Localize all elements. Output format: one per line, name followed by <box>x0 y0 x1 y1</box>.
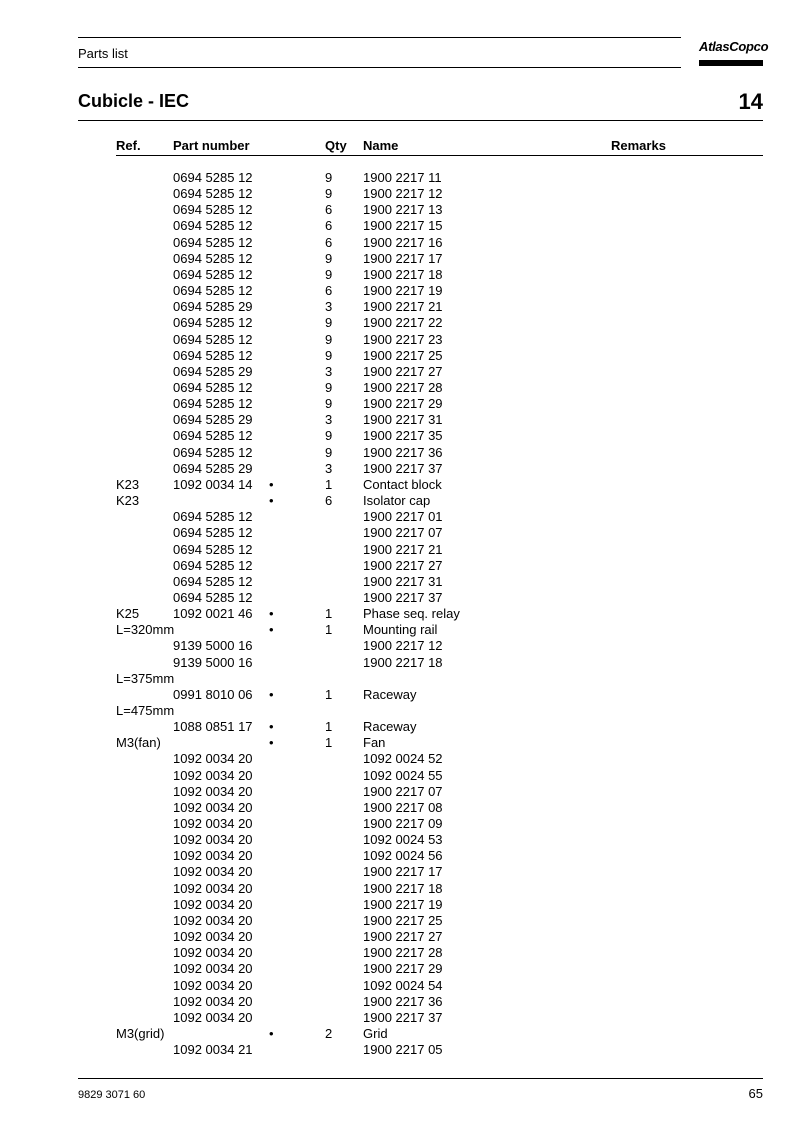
part-number-cell: 1092 0034 20 <box>173 799 253 815</box>
part-number-cell: 0694 5285 29 <box>173 412 253 428</box>
part-number-cell: 1092 0034 20 <box>173 896 253 912</box>
qty-cell: 2 <box>325 1025 333 1041</box>
table-row <box>0 461 800 477</box>
name-cell: 1900 2217 12 <box>363 638 443 654</box>
table-row <box>0 768 800 784</box>
part-number-cell: 1092 0034 20 <box>173 929 253 944</box>
qty-cell: 1 <box>325 735 333 751</box>
ref-cell: L=320mm <box>116 622 175 638</box>
name-cell: Mounting rail <box>363 622 438 638</box>
part-number-cell: 1092 0034 20 <box>173 945 253 961</box>
part-number-cell: 0694 5285 29 <box>173 460 253 476</box>
part-number-cell: 0694 5285 12 <box>173 396 253 412</box>
name-cell: 1900 2217 37 <box>363 460 443 476</box>
column-header-rule <box>116 155 763 156</box>
name-cell: 1092 0024 54 <box>363 977 443 993</box>
table-row <box>0 396 800 412</box>
company-logo: AtlasCopco <box>699 39 769 54</box>
part-number-cell: 1092 0034 20 <box>173 880 253 896</box>
name-cell: 1900 2217 22 <box>363 315 443 331</box>
name-cell: 1900 2217 07 <box>363 783 443 799</box>
part-number-cell: 1092 0034 20 <box>173 783 253 799</box>
column-header-ref: Ref. <box>116 138 141 153</box>
name-cell: 1900 2217 28 <box>363 379 443 395</box>
table-row <box>0 558 800 574</box>
name-cell: 1900 2217 23 <box>363 331 443 347</box>
table-row <box>0 525 800 541</box>
footer-rule <box>78 1078 763 1079</box>
table-row <box>0 816 800 832</box>
qty-cell: 6 <box>325 234 333 250</box>
ref-cell: L=475mm <box>116 702 175 718</box>
table-row <box>0 1042 800 1058</box>
part-number-cell: 0694 5285 12 <box>173 589 253 605</box>
chapter-number: 14 <box>738 89 763 114</box>
qty-cell: 9 <box>325 428 333 444</box>
part-number-cell: 0694 5285 12 <box>173 541 253 557</box>
document-number: 9829 3071 60 <box>78 1089 146 1101</box>
table-row <box>0 655 800 671</box>
part-number-cell: 0694 5285 12 <box>173 186 253 202</box>
qty-cell: 9 <box>325 250 333 266</box>
table-row <box>0 380 800 396</box>
part-number-cell: 1092 0034 20 <box>173 912 253 928</box>
name-cell: 1900 2217 27 <box>363 929 443 944</box>
table-row <box>0 299 800 315</box>
qty-cell: 1 <box>325 686 333 702</box>
name-cell: 1900 2217 27 <box>363 557 443 573</box>
bullet-marker: • <box>269 493 274 508</box>
table-row <box>0 218 800 234</box>
table-row <box>0 590 800 606</box>
name-cell: Fan <box>363 735 386 751</box>
column-header-name: Name <box>363 138 399 153</box>
table-row <box>0 235 800 251</box>
logo-bar <box>699 60 763 66</box>
name-cell: 1092 0024 56 <box>363 848 443 864</box>
qty-cell: 3 <box>325 412 333 428</box>
name-cell: 1900 2217 11 <box>363 170 442 185</box>
ref-cell: M3(fan) <box>116 735 161 751</box>
part-number-cell: 9139 5000 16 <box>173 638 253 654</box>
name-cell: 1900 2217 31 <box>363 412 443 428</box>
name-cell: 1900 2217 25 <box>363 347 443 363</box>
name-cell: 1900 2217 17 <box>363 864 443 880</box>
bullet-marker: • <box>269 606 274 621</box>
name-cell: 1900 2217 12 <box>363 186 443 202</box>
name-cell: Isolator cap <box>363 493 431 508</box>
name-cell: 1092 0024 52 <box>363 751 443 767</box>
table-row <box>0 800 800 816</box>
qty-cell: 6 <box>325 493 333 508</box>
part-number-cell: 0694 5285 12 <box>173 379 253 395</box>
qty-cell: 6 <box>325 202 333 218</box>
part-number-cell: 9139 5000 16 <box>173 654 253 670</box>
part-number-cell: 0694 5285 12 <box>173 202 253 218</box>
part-number-cell: 1092 0034 20 <box>173 848 253 864</box>
table-row <box>0 751 800 767</box>
part-number-cell: 1092 0034 20 <box>173 832 253 848</box>
bullet-marker: • <box>269 622 274 638</box>
table-row <box>0 348 800 364</box>
table-row <box>0 864 800 880</box>
table-row <box>0 574 800 590</box>
table-row <box>0 638 800 654</box>
bullet-marker: • <box>269 686 274 702</box>
table-row <box>0 832 800 848</box>
table-row <box>0 929 800 945</box>
name-cell: 1900 2217 19 <box>363 896 443 912</box>
table-row <box>0 606 800 622</box>
qty-cell: 1 <box>325 622 333 638</box>
table-row <box>0 170 800 186</box>
ref-cell: M3(grid) <box>116 1025 165 1041</box>
qty-cell: 6 <box>325 218 333 234</box>
name-cell: 1900 2217 37 <box>363 589 443 605</box>
table-row <box>0 622 800 638</box>
header-bottom-rule <box>78 67 681 68</box>
name-cell: 1900 2217 19 <box>363 283 443 298</box>
part-number-cell: 0694 5285 12 <box>173 331 253 347</box>
table-row <box>0 978 800 994</box>
name-cell: Raceway <box>363 719 417 735</box>
name-cell: Grid <box>363 1025 388 1041</box>
qty-cell: 9 <box>325 266 333 282</box>
name-cell: 1092 0024 53 <box>363 832 443 848</box>
bullet-marker: • <box>269 1025 274 1041</box>
name-cell: Contact block <box>363 476 442 492</box>
part-number-cell: 0694 5285 12 <box>173 283 253 298</box>
part-number-cell: 1092 0021 46 <box>173 606 253 621</box>
name-cell: 1900 2217 18 <box>363 654 443 670</box>
qty-cell: 9 <box>325 170 333 185</box>
qty-cell: 3 <box>325 363 333 379</box>
table-row <box>0 671 800 687</box>
table-row <box>0 477 800 493</box>
ref-cell: K23 <box>116 476 140 492</box>
qty-cell: 9 <box>325 315 333 331</box>
name-cell: 1900 2217 27 <box>363 363 443 379</box>
part-number-cell: 0694 5285 12 <box>173 509 253 525</box>
part-number-cell: 1092 0034 20 <box>173 1009 253 1025</box>
part-number-cell: 1088 0851 17 <box>173 719 253 735</box>
name-cell: 1900 2217 21 <box>363 299 443 315</box>
part-number-cell: 0694 5285 12 <box>173 218 253 234</box>
name-cell: 1900 2217 36 <box>363 993 443 1009</box>
part-number-cell: 0694 5285 12 <box>173 428 253 444</box>
part-number-cell: 0694 5285 12 <box>173 525 253 541</box>
table-row <box>0 267 800 283</box>
qty-cell: 3 <box>325 299 333 315</box>
part-number-cell: 1092 0034 20 <box>173 961 253 977</box>
name-cell: 1900 2217 37 <box>363 1009 443 1025</box>
name-cell: 1900 2217 15 <box>363 218 443 234</box>
table-row <box>0 283 800 299</box>
table-row <box>0 493 800 509</box>
part-number-cell: 1092 0034 20 <box>173 993 253 1009</box>
name-cell: 1900 2217 29 <box>363 396 443 412</box>
table-row <box>0 428 800 444</box>
table-row <box>0 897 800 913</box>
qty-cell: 9 <box>325 379 333 395</box>
part-number-cell: 0694 5285 12 <box>173 250 253 266</box>
table-row <box>0 1010 800 1026</box>
part-number-cell: 0694 5285 29 <box>173 363 253 379</box>
part-number-cell: 0991 8010 06 <box>173 686 253 702</box>
table-row <box>0 848 800 864</box>
part-number-cell: 0694 5285 12 <box>173 266 253 282</box>
header-top-rule <box>78 37 681 38</box>
qty-cell: 9 <box>325 444 333 460</box>
name-cell: 1900 2217 01 <box>363 509 443 525</box>
name-cell: 1092 0024 55 <box>363 767 443 783</box>
name-cell: 1900 2217 18 <box>363 266 443 282</box>
name-cell: 1900 2217 07 <box>363 525 443 541</box>
part-number-cell: 1092 0034 20 <box>173 751 253 767</box>
table-row <box>0 509 800 525</box>
table-row <box>0 251 800 267</box>
qty-cell: 3 <box>325 460 333 476</box>
qty-cell: 1 <box>325 476 333 492</box>
table-row <box>0 1026 800 1042</box>
qty-cell: 1 <box>325 606 333 621</box>
part-number-cell: 1092 0034 20 <box>173 767 253 783</box>
bullet-marker: • <box>269 719 274 735</box>
page-number: 65 <box>748 1086 763 1101</box>
part-number-cell: 0694 5285 12 <box>173 315 253 331</box>
table-row <box>0 913 800 929</box>
name-cell: 1900 2217 17 <box>363 250 443 266</box>
ref-cell: K23 <box>116 493 140 508</box>
qty-cell: 9 <box>325 186 333 202</box>
table-row <box>0 202 800 218</box>
ref-cell: K25 <box>116 606 140 621</box>
table-row <box>0 945 800 961</box>
bullet-marker: • <box>269 476 274 492</box>
qty-cell: 9 <box>325 331 333 347</box>
qty-cell: 6 <box>325 283 333 298</box>
part-number-cell: 0694 5285 12 <box>173 234 253 250</box>
part-number-cell: 0694 5285 12 <box>173 347 253 363</box>
name-cell: 1900 2217 09 <box>363 816 443 831</box>
column-header-remarks: Remarks <box>611 138 666 153</box>
column-header-part-number: Part number <box>173 138 250 153</box>
table-row <box>0 542 800 558</box>
name-cell: Phase seq. relay <box>363 606 460 621</box>
name-cell: 1900 2217 16 <box>363 234 443 250</box>
header-label: Parts list <box>78 46 128 61</box>
table-row <box>0 412 800 428</box>
name-cell: 1900 2217 18 <box>363 880 443 896</box>
name-cell: 1900 2217 25 <box>363 912 443 928</box>
part-number-cell: 0694 5285 12 <box>173 573 253 589</box>
part-number-cell: 1092 0034 20 <box>173 864 253 880</box>
table-row <box>0 315 800 331</box>
part-number-cell: 0694 5285 12 <box>173 557 253 573</box>
table-row <box>0 719 800 735</box>
bullet-marker: • <box>269 735 274 751</box>
table-row <box>0 332 800 348</box>
part-number-cell: 1092 0034 21 <box>173 1042 253 1058</box>
part-number-cell: 1092 0034 20 <box>173 977 253 993</box>
part-number-cell: 0694 5285 12 <box>173 170 253 185</box>
qty-cell: 1 <box>325 719 333 735</box>
table-row <box>0 735 800 751</box>
table-row <box>0 961 800 977</box>
qty-cell: 9 <box>325 396 333 412</box>
name-cell: 1900 2217 31 <box>363 573 443 589</box>
name-cell: 1900 2217 05 <box>363 1042 443 1058</box>
name-cell: 1900 2217 28 <box>363 945 443 961</box>
table-row <box>0 703 800 719</box>
part-number-cell: 0694 5285 12 <box>173 444 253 460</box>
table-row <box>0 445 800 461</box>
name-cell: Raceway <box>363 686 417 702</box>
table-row <box>0 994 800 1010</box>
ref-cell: L=375mm <box>116 670 175 686</box>
part-number-cell: 1092 0034 20 <box>173 816 253 831</box>
name-cell: 1900 2217 21 <box>363 541 443 557</box>
table-row <box>0 364 800 380</box>
name-cell: 1900 2217 13 <box>363 202 443 218</box>
column-header-qty: Qty <box>325 138 347 153</box>
table-row <box>0 784 800 800</box>
table-row <box>0 881 800 897</box>
name-cell: 1900 2217 36 <box>363 444 443 460</box>
part-number-cell: 1092 0034 14 <box>173 476 253 492</box>
table-row <box>0 186 800 202</box>
page-title: Cubicle - IEC <box>78 91 190 111</box>
name-cell: 1900 2217 35 <box>363 428 443 444</box>
name-cell: 1900 2217 29 <box>363 961 443 977</box>
part-number-cell: 0694 5285 29 <box>173 299 253 315</box>
qty-cell: 9 <box>325 347 333 363</box>
title-rule <box>78 120 763 121</box>
name-cell: 1900 2217 08 <box>363 799 443 815</box>
table-row <box>0 687 800 703</box>
